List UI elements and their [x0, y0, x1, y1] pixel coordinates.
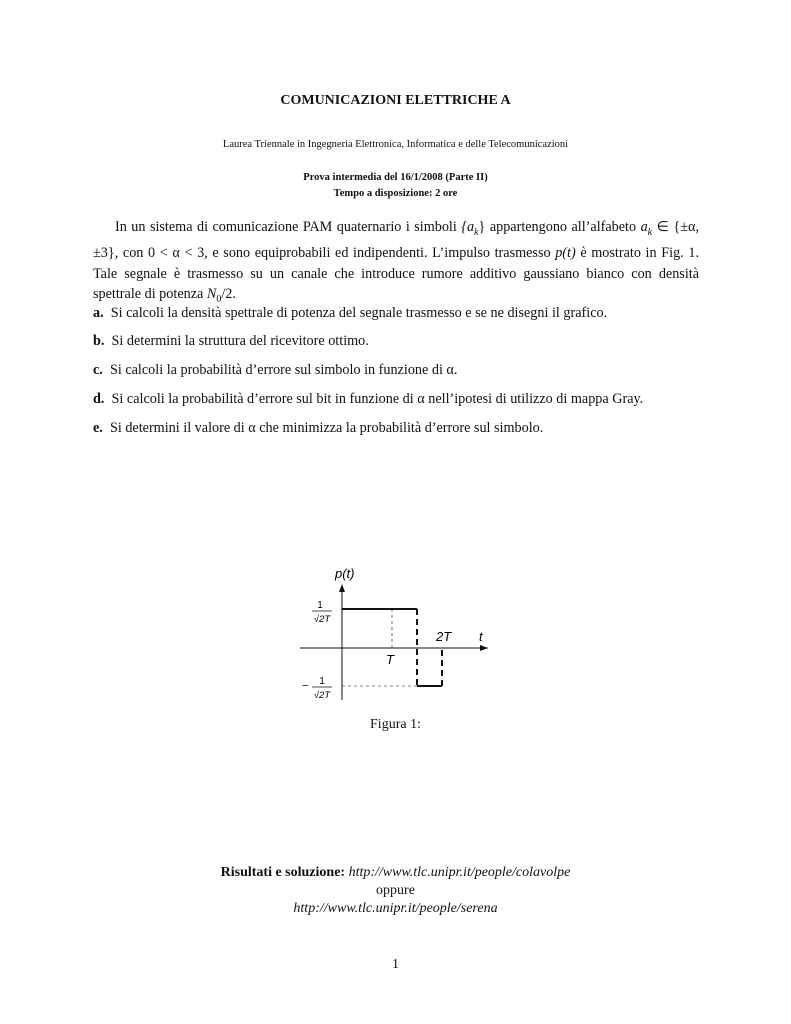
tick-2T: 2T [436, 629, 452, 644]
results-label: Risultati e soluzione: [220, 865, 346, 880]
exam-duration: Tempo a disposizione: 2 ore [333, 188, 458, 199]
question-text: Si calcoli la probabilità d’errore sul simbolo in funzione di α. [109, 362, 458, 378]
figure-caption: Figura 1: [370, 717, 421, 732]
intro-text-1: In un sistema di comunicazione PAM quaternario i simboli [115, 219, 462, 235]
noise-tail: /2. [221, 286, 236, 303]
question-d [93, 391, 699, 408]
question-label: e. [93, 420, 103, 436]
question-b [93, 333, 699, 350]
tick-T: T [386, 652, 394, 667]
question-text: Si calcoli la densità spettrale di potenza del segnale trasmesso e se ne disegni il grafico. [110, 305, 608, 321]
problem-statement [93, 217, 699, 311]
alphabet-symbol: a [640, 219, 648, 235]
results-link-1[interactable]: http://www.tlc.unipr.it/people/colavolpe [348, 865, 571, 880]
question-text: Si calcoli la probabilità d’errore sul bit in funzione di α nell’ipotesi di utilizzo di mappa Gray. [111, 391, 644, 407]
pos-level-denominator: √2T [313, 614, 331, 625]
noise-subscript: 0 [216, 294, 222, 306]
course-subtitle: Laurea Triennale in Ingegneria Elettronica, Informatica e delle Telecomunicazioni [222, 139, 569, 150]
oppure-text: oppure [376, 883, 415, 898]
intro-text-4: è mostrato in Fig. 1. Tale segnale è trasmesso su un canale che introduce rumore additivo gaussiano bianco con densità spettrale di potenza [93, 245, 699, 303]
page-title: COMUNICAZIONI ELETTRICHE A [280, 93, 511, 108]
pulse-symbol: p(t) [555, 245, 576, 262]
page-number: 1 [392, 957, 399, 972]
question-label: a. [93, 305, 104, 321]
question-label: d. [93, 391, 105, 407]
neg-level-denominator: √2T [313, 690, 331, 701]
question-text: Si determini la struttura del ricevitore ottimo. [111, 333, 369, 349]
question-label: b. [93, 333, 105, 349]
symbol-close-brace: } [478, 219, 486, 235]
symbol-ak: {a [461, 219, 475, 235]
results-link-2[interactable]: http://www.tlc.unipr.it/people/serena [293, 901, 498, 916]
x-axis-label: t [479, 629, 483, 644]
question-a [93, 305, 699, 322]
alphabet-symbol-subscript: k [647, 226, 653, 238]
neg-level-sign: − [302, 680, 309, 692]
results-line [0, 865, 791, 881]
question-c [93, 362, 699, 379]
y-axis-arrow [339, 584, 345, 592]
y-axis-label: p(t) [335, 566, 355, 581]
intro-text-2: appartengono all’alfabeto [485, 219, 641, 235]
question-text: Si determini il valore di α che minimizza la probabilità d’errore sul simbolo. [109, 420, 544, 436]
neg-level-numerator: 1 [319, 676, 325, 687]
question-label: c. [93, 362, 103, 378]
alphabet-set: ∈ {±α, ±3}, [93, 219, 700, 262]
noise-symbol: N [206, 286, 217, 303]
symbol-ak-subscript: k [474, 226, 479, 238]
exam-date: Prova intermedia del 16/1/2008 (Parte II) [303, 172, 488, 183]
x-axis-arrow [480, 645, 488, 651]
question-e [93, 420, 699, 437]
pos-level-numerator: 1 [317, 600, 323, 611]
pulse-figure [290, 560, 500, 710]
intro-text-3: con 0 < α < 3, e sono equiprobabili ed indipendenti. L’impulso trasmesso [122, 245, 556, 262]
